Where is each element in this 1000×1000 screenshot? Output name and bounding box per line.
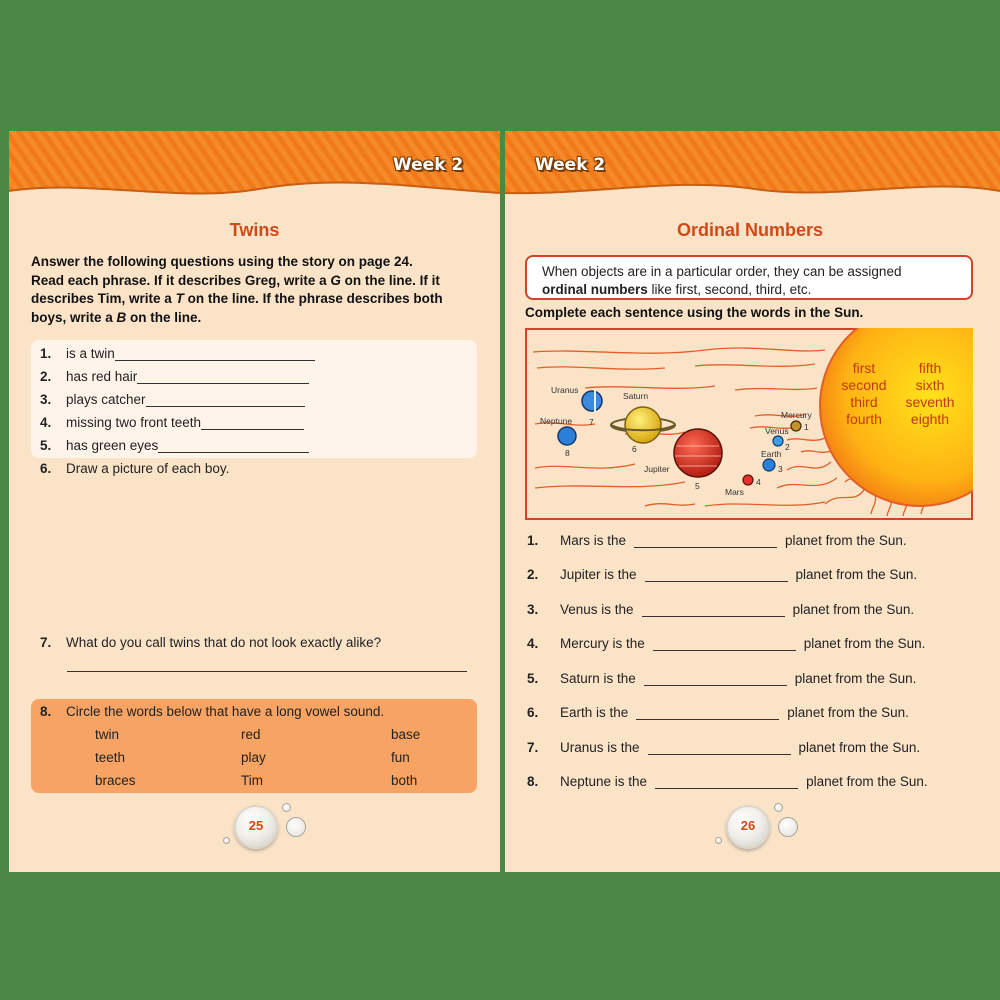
jupiter-icon [674,429,722,477]
planet-label: Saturn [623,391,649,401]
answer-line[interactable] [201,416,304,430]
planet-label: Mars [725,487,744,497]
vowel-word[interactable]: braces [95,773,136,788]
planet-number: 6 [632,444,637,454]
sentence-item: 8. Neptune is the planet from the Sun. [527,774,928,789]
planet-number: 8 [565,448,570,458]
sun-word: fifth [918,360,942,376]
answer-line[interactable] [648,741,791,755]
page-title: Ordinal Numbers [676,220,824,240]
sentence-item: 3. Venus is the planet from the Sun. [527,602,915,617]
vowel-word[interactable]: red [241,727,261,742]
sun-word: seventh [905,394,955,410]
planet-label: Earth [761,449,782,459]
sun-word: eighth [910,411,950,427]
planet-number: 7 [589,417,594,427]
sun-word: first [852,360,876,376]
sun-word: third [850,394,878,410]
vowel-word[interactable]: fun [391,750,410,765]
sun-word: sixth [915,377,945,393]
sentence-item: 4. Mercury is the planet from the Sun. [527,636,926,651]
question-item: 3. plays catcher [40,392,305,407]
planet-number: 4 [756,477,761,487]
question-item: 8. Circle the words below that have a long vowel sound. [40,704,385,719]
week-label: Week 2 [393,155,464,175]
vowel-word[interactable]: base [391,727,421,742]
planet-label: Jupiter [644,464,670,474]
question-item: 4. missing two front teeth [40,415,304,430]
answer-line[interactable] [158,439,309,453]
mercury-icon [791,421,801,431]
definition-box: When objects are in a particular order, they can be assigned ordinal numbers like first, second, third, etc. [525,255,973,300]
question-item: 6. Draw a picture of each boy. [40,461,230,476]
question-item: 1. is a twin [40,346,315,361]
vowel-word[interactable]: play [241,750,266,765]
answer-line[interactable] [67,658,467,672]
week-header-banner [505,131,1000,206]
planet-number: 1 [804,422,809,432]
earth-icon [763,459,775,471]
mars-icon [743,475,753,485]
answer-line[interactable] [137,370,309,384]
planet-label: Mercury [781,410,812,420]
right-page [505,131,1000,872]
venus-icon [773,436,783,446]
answer-line[interactable] [653,637,796,651]
vowel-word[interactable]: Tim [241,773,263,788]
answer-line[interactable] [636,706,779,720]
uranus-icon [582,391,602,411]
instructions: Complete each sentence using the words in the Sun. [525,305,864,320]
sentence-item: 6. Earth is the planet from the Sun. [527,705,909,720]
bubble-icon [778,817,798,837]
left-page [9,131,500,872]
answer-line[interactable] [115,347,315,361]
sentence-item: 7. Uranus is the planet from the Sun. [527,740,921,755]
sentence-item: 2. Jupiter is the planet from the Sun. [527,567,918,582]
answer-line[interactable] [655,775,798,789]
vowel-word[interactable]: teeth [95,750,126,765]
sentence-item: 1. Mars is the planet from the Sun. [527,533,907,548]
page-number-coin: 25 [234,805,278,849]
answer-line[interactable] [644,672,787,686]
page-number-badge [218,799,338,859]
planet-label: Venus [765,426,789,436]
planet-number: 3 [778,464,783,474]
answer-line[interactable] [146,393,305,407]
page-title: Twins [229,220,280,240]
saturn-icon [625,407,661,443]
bubble-icon [286,817,306,837]
bubble-icon [282,803,291,812]
page-number-badge [710,799,830,859]
sun-word: fourth [846,411,882,427]
sentence-item: 5. Saturn is the planet from the Sun. [527,671,917,686]
answer-line[interactable] [642,603,785,617]
bubble-icon [715,837,722,844]
week-label: Week 2 [535,155,606,175]
question-item: 5. has green eyes [40,438,309,453]
drawing-area[interactable] [31,481,477,621]
question-item: 2. has red hair [40,369,309,384]
solar-system-illustration [525,328,973,520]
vowel-word[interactable]: both [391,773,418,788]
planet-label: Neptune [540,416,573,426]
page-number-coin: 26 [726,805,770,849]
sun-word: second [841,377,887,393]
bubble-icon [223,837,230,844]
neptune-icon [558,427,576,445]
answer-line[interactable] [645,568,788,582]
vowel-word[interactable]: twin [95,727,120,742]
week-header-banner [9,131,500,206]
bubble-icon [774,803,783,812]
planet-number: 2 [785,442,790,452]
answer-line[interactable] [634,534,777,548]
question-item: 7. What do you call twins that do not look exactly alike? [40,635,382,650]
planet-number: 5 [695,481,700,491]
planet-label: Uranus [551,385,579,395]
instructions: Answer the following questions using the story on page 24. Read each phrase. If it describes Greg, write a G on the line. If it describes Tim, write a T on the line. If the phrase describes both boys, write a B on the line. [31,254,443,325]
